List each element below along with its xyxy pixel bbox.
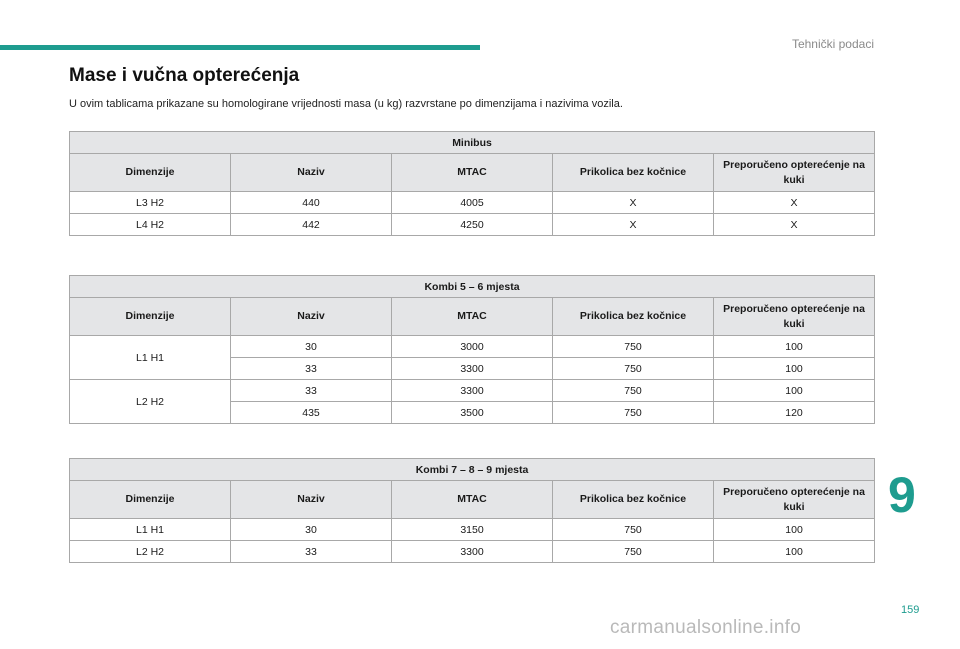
table-header-row [70, 481, 875, 519]
cell-naziv: 442 [231, 214, 392, 236]
cell-kuka: 100 [714, 358, 875, 380]
cell-kuka: 120 [714, 402, 875, 424]
watermark: carmanualsonline.info [610, 617, 802, 638]
table-row [70, 380, 875, 402]
cell-mtac: 3150 [392, 519, 553, 541]
minibus-table [69, 131, 875, 236]
cell-kuka: 100 [714, 336, 875, 358]
cell-dimenzije: L2 H2 [70, 541, 231, 563]
cell-prikolica: 750 [553, 402, 714, 424]
cell-naziv: 33 [231, 380, 392, 402]
col-header-dimenzije: Dimenzije [70, 298, 231, 336]
table-row [70, 336, 875, 358]
col-header-preporuceno: Preporučeno opterećenje na kuki [714, 298, 875, 336]
cell-mtac: 3300 [392, 541, 553, 563]
col-header-prikolica: Prikolica bez kočnice [553, 481, 714, 519]
table-row [70, 192, 875, 214]
table-title: Kombi 7 – 8 – 9 mjesta [70, 459, 875, 481]
cell-mtac: 3300 [392, 358, 553, 380]
intro-text: U ovim tablicama prikazane su homologirane vrijednosti masa (u kg) razvrstane po dimenzijama i nazivima vozila. [69, 98, 623, 110]
table-header-row [70, 154, 875, 192]
col-header-dimenzije: Dimenzije [70, 154, 231, 192]
col-header-mtac: MTAC [392, 298, 553, 336]
section-header: Tehnički podaci [791, 37, 874, 51]
cell-naziv: 440 [231, 192, 392, 214]
cell-prikolica: 750 [553, 519, 714, 541]
cell-dimenzije: L1 H1 [70, 519, 231, 541]
cell-prikolica: 750 [553, 336, 714, 358]
col-header-prikolica: Prikolica bez kočnice [553, 154, 714, 192]
table-title: Kombi 5 – 6 mjesta [70, 276, 875, 298]
cell-prikolica: 750 [553, 358, 714, 380]
col-header-naziv: Naziv [231, 298, 392, 336]
cell-naziv: 435 [231, 402, 392, 424]
table-title: Minibus [70, 132, 875, 154]
cell-kuka: X [714, 214, 875, 236]
table-row [70, 541, 875, 563]
col-header-naziv: Naziv [231, 154, 392, 192]
col-header-preporuceno: Preporučeno opterećenje na kuki [714, 154, 875, 192]
table-row [70, 214, 875, 236]
col-header-preporuceno: Preporučeno opterećenje na kuki [714, 481, 875, 519]
cell-mtac: 4250 [392, 214, 553, 236]
cell-kuka: 100 [714, 519, 875, 541]
page-number: 159 [901, 604, 920, 616]
col-header-naziv: Naziv [231, 481, 392, 519]
cell-naziv: 33 [231, 541, 392, 563]
cell-dimenzije: L2 H2 [70, 380, 231, 424]
cell-prikolica: X [553, 214, 714, 236]
cell-naziv: 30 [231, 519, 392, 541]
col-header-dimenzije: Dimenzije [70, 481, 231, 519]
cell-kuka: X [714, 192, 875, 214]
cell-mtac: 3300 [392, 380, 553, 402]
cell-prikolica: 750 [553, 541, 714, 563]
cell-mtac: 4005 [392, 192, 553, 214]
accent-bar [0, 45, 480, 50]
cell-prikolica: X [553, 192, 714, 214]
cell-mtac: 3000 [392, 336, 553, 358]
cell-dimenzije: L4 H2 [70, 214, 231, 236]
table-row [70, 519, 875, 541]
cell-kuka: 100 [714, 380, 875, 402]
cell-dimenzije: L1 H1 [70, 336, 231, 380]
col-header-prikolica: Prikolica bez kočnice [553, 298, 714, 336]
cell-prikolica: 750 [553, 380, 714, 402]
cell-kuka: 100 [714, 541, 875, 563]
kombi-5-6-table [69, 275, 875, 424]
table-header-row [70, 298, 875, 336]
cell-mtac: 3500 [392, 402, 553, 424]
col-header-mtac: MTAC [392, 481, 553, 519]
col-header-mtac: MTAC [392, 154, 553, 192]
page-title: Mase i vučna opterećenja [69, 65, 300, 86]
kombi-7-8-9-table [69, 458, 875, 563]
cell-naziv: 30 [231, 336, 392, 358]
chapter-number: 9 [888, 467, 916, 523]
cell-naziv: 33 [231, 358, 392, 380]
cell-dimenzije: L3 H2 [70, 192, 231, 214]
